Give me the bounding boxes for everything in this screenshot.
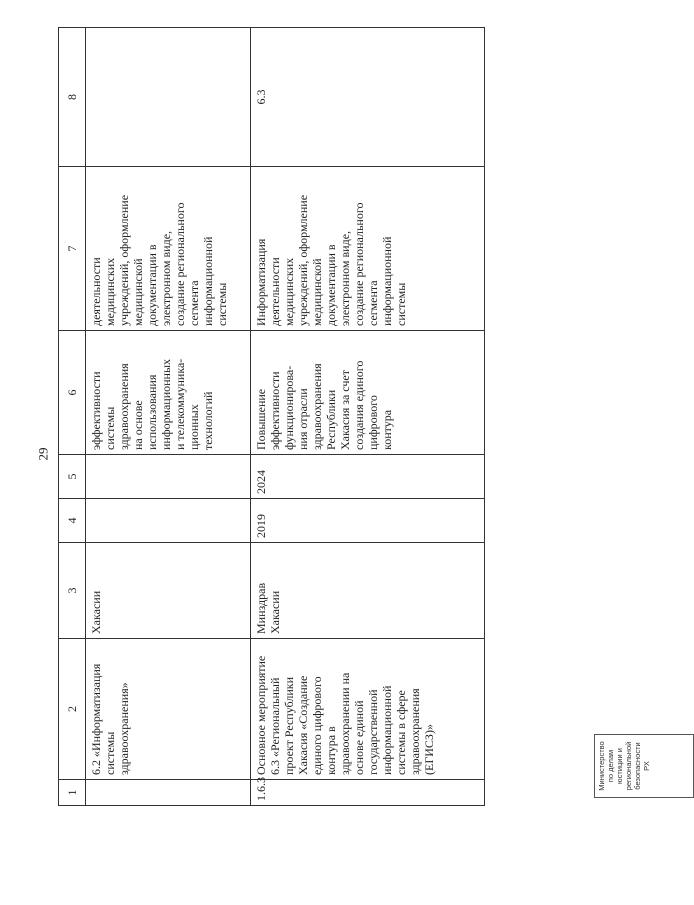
header-cell: 8	[59, 28, 86, 167]
header-cell: 7	[59, 167, 86, 331]
row-number-cell: 1.6.3	[251, 780, 485, 806]
header-cell: 3	[59, 543, 86, 639]
header-cell: 5	[59, 455, 86, 499]
row-number-cell	[86, 780, 251, 806]
end-year-cell	[86, 455, 251, 499]
link-cell: Информатизация деятельности медицинских учреждений, оформление медицинской документации в электронном виде, создание регионального сегмента информационной системы	[251, 167, 485, 331]
measure-name-cell: 6.2 «Информатизация системы здравоохранения»	[86, 639, 251, 780]
end-year-cell: 2024	[251, 455, 485, 499]
page-number: 29	[35, 447, 51, 461]
header-cell: 6	[59, 331, 86, 455]
executor-cell: Хакасии	[86, 543, 251, 639]
header-row	[59, 28, 86, 806]
indicator-cell: 6.3	[251, 28, 485, 167]
rotated-table-wrapper	[58, 28, 485, 806]
result-cell: эффективности системы здравоохранения на основе использования информационных и телекоммуника- ционных технологий	[86, 331, 251, 455]
table-row	[86, 28, 251, 806]
table-row	[251, 28, 485, 806]
header-cell: 4	[59, 499, 86, 543]
result-cell: Повышение эффективности функционирова- ния отрасли здравоохранения Республики Хакасия за счет создания единого цифрового контура	[251, 331, 485, 455]
start-year-cell	[86, 499, 251, 543]
indicator-cell	[86, 28, 251, 167]
header-cell: 2	[59, 639, 86, 780]
header-cell: 1	[59, 780, 86, 806]
measures-table	[58, 27, 485, 806]
executor-cell: Минздрав Хакасии	[251, 543, 485, 639]
start-year-cell: 2019	[251, 499, 485, 543]
link-cell: деятельности медицинских учреждений, оформление медицинской документации в электронном виде, создание регионального сегмента информационной системы	[86, 167, 251, 331]
registration-stamp: Министерство по делам юстиции и региональной безопасности РХ	[594, 734, 694, 798]
measure-name-cell: Основное мероприятие 6.3 «Региональный проект Республики Хакасия «Создание единого цифрового контура в здравоохранении на основе единой государственной информационной системы в сфере здравоохранения (ЕГИСЗ)»	[251, 639, 485, 780]
